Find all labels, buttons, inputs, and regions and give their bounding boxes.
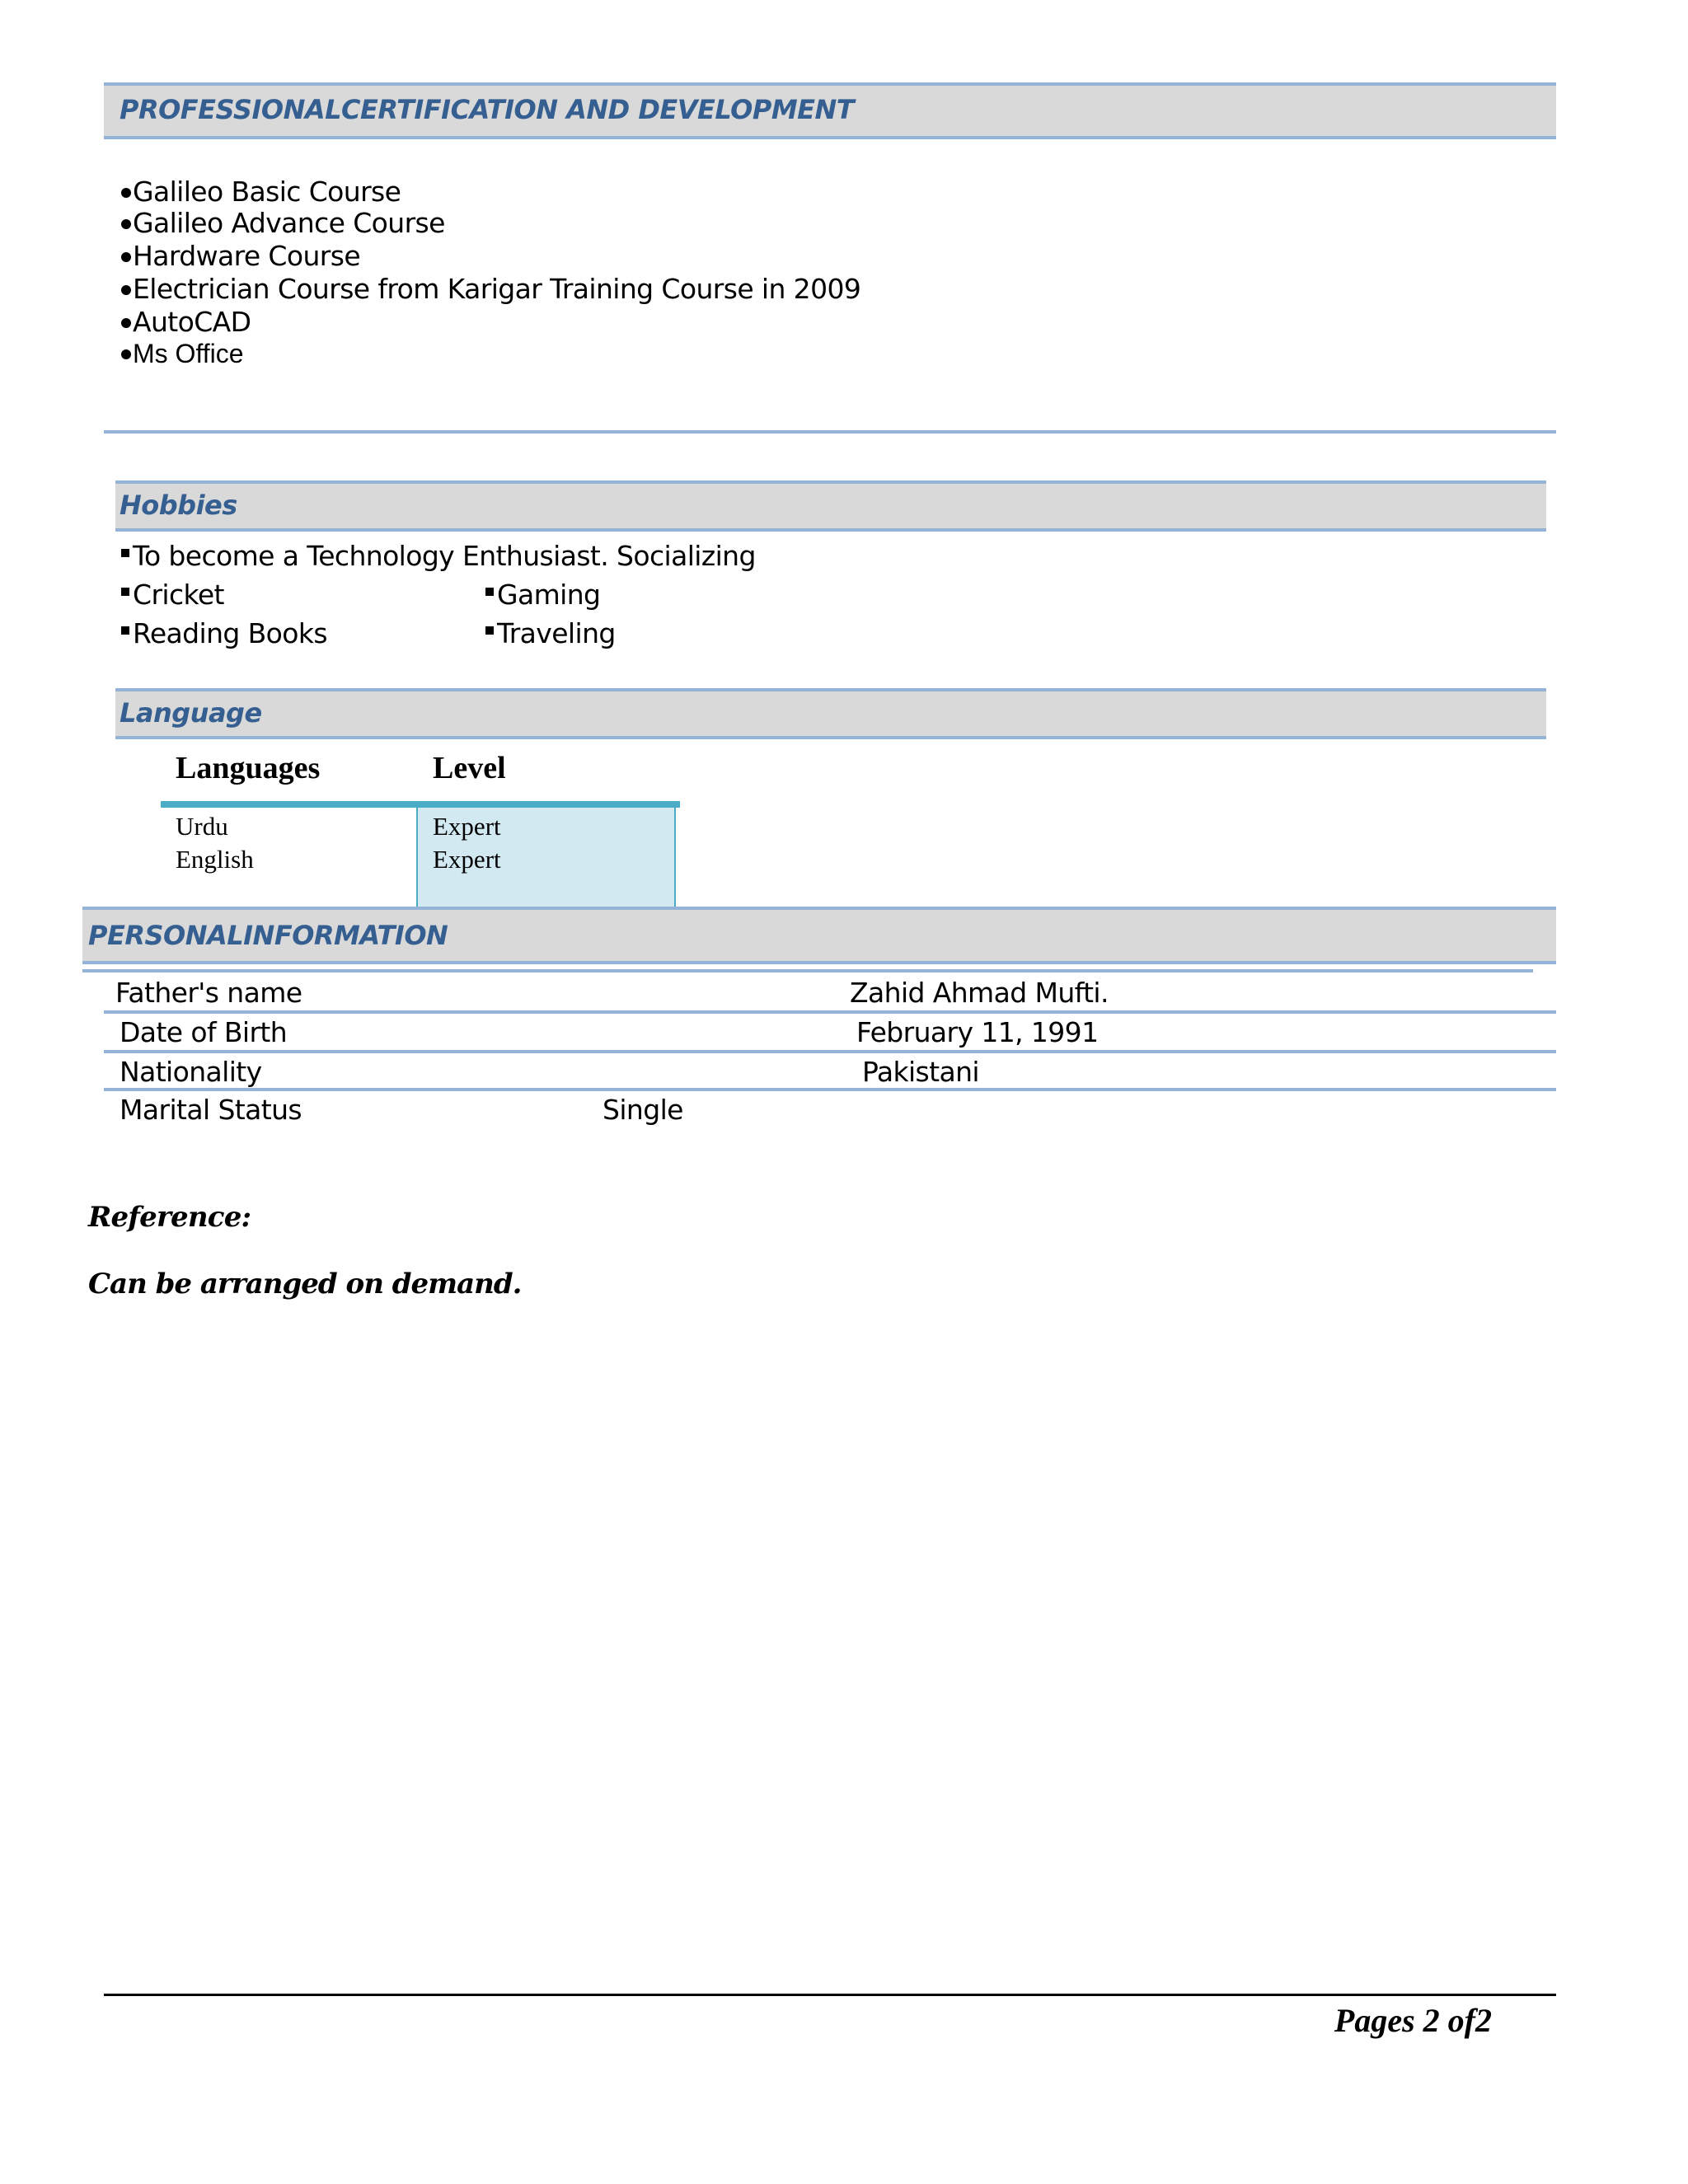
- bullet-icon: [121, 349, 131, 359]
- language-column-header: Languages: [176, 751, 321, 785]
- personal-header-under-rule: [82, 969, 1533, 972]
- personal-value: Pakistani: [862, 1056, 979, 1088]
- personal-label: Marital Status: [120, 1094, 302, 1126]
- certification-item: Hardware Course: [121, 240, 360, 272]
- reference-heading: Reference:: [88, 1201, 251, 1234]
- certification-item: Electrician Course from Karigar Training Course in 2009: [121, 273, 860, 305]
- personal-row-rule: [104, 1050, 1556, 1053]
- certification-item: Ms Office: [121, 339, 244, 369]
- language-heading: Language: [120, 697, 262, 729]
- personal-value: Zahid Ahmad Mufti.: [850, 977, 1109, 1009]
- square-bullet-icon: [121, 626, 129, 635]
- reference-text: Can be arranged on demand.: [88, 1268, 522, 1301]
- hobbies-header-bar: [115, 480, 1546, 532]
- certification-bottom-rule: [104, 430, 1556, 434]
- certification-item: Galileo Basic Course: [121, 176, 401, 208]
- hobbies-heading: Hobbies: [120, 490, 237, 521]
- personal-value: February 11, 1991: [856, 1016, 1099, 1048]
- hobby-item: Traveling: [485, 617, 616, 649]
- certification-item: AutoCAD: [121, 306, 251, 338]
- language-header-bar: [115, 688, 1546, 739]
- hobby-item: Cricket: [121, 579, 224, 611]
- personal-heading: PERSONALINFORMATION: [88, 920, 448, 951]
- hobby-item: To become a Technology Enthusiast. Socializing: [121, 540, 756, 572]
- level-cell: Expert: [433, 845, 501, 874]
- bullet-icon: [121, 252, 131, 262]
- level-column-header: Level: [433, 751, 506, 785]
- personal-row-rule: [104, 1010, 1556, 1014]
- square-bullet-icon: [121, 549, 129, 557]
- bullet-icon: [121, 318, 131, 328]
- footer-rule: [104, 1994, 1556, 1996]
- hobby-item: Reading Books: [121, 617, 327, 649]
- language-cell: Urdu: [176, 812, 228, 841]
- personal-value: Single: [603, 1094, 683, 1126]
- certification-heading: PROFESSIONALCERTIFICATION AND DEVELOPMENT: [120, 94, 855, 125]
- bullet-icon: [121, 219, 131, 229]
- bullet-icon: [121, 188, 131, 198]
- hobby-item: Gaming: [485, 579, 600, 611]
- square-bullet-icon: [121, 588, 129, 596]
- bullet-icon: [121, 285, 131, 295]
- personal-label: Date of Birth: [120, 1016, 288, 1048]
- personal-label: Father's name: [115, 977, 302, 1009]
- personal-label: Nationality: [120, 1056, 262, 1088]
- square-bullet-icon: [485, 588, 494, 596]
- certification-item: Galileo Advance Course: [121, 207, 445, 239]
- level-cell: Expert: [433, 812, 501, 841]
- page-number: Pages 2 of2: [1334, 2002, 1492, 2039]
- square-bullet-icon: [485, 626, 494, 635]
- language-table-header-rule: [161, 801, 680, 808]
- language-cell: English: [176, 845, 254, 874]
- personal-row-rule: [104, 1088, 1556, 1091]
